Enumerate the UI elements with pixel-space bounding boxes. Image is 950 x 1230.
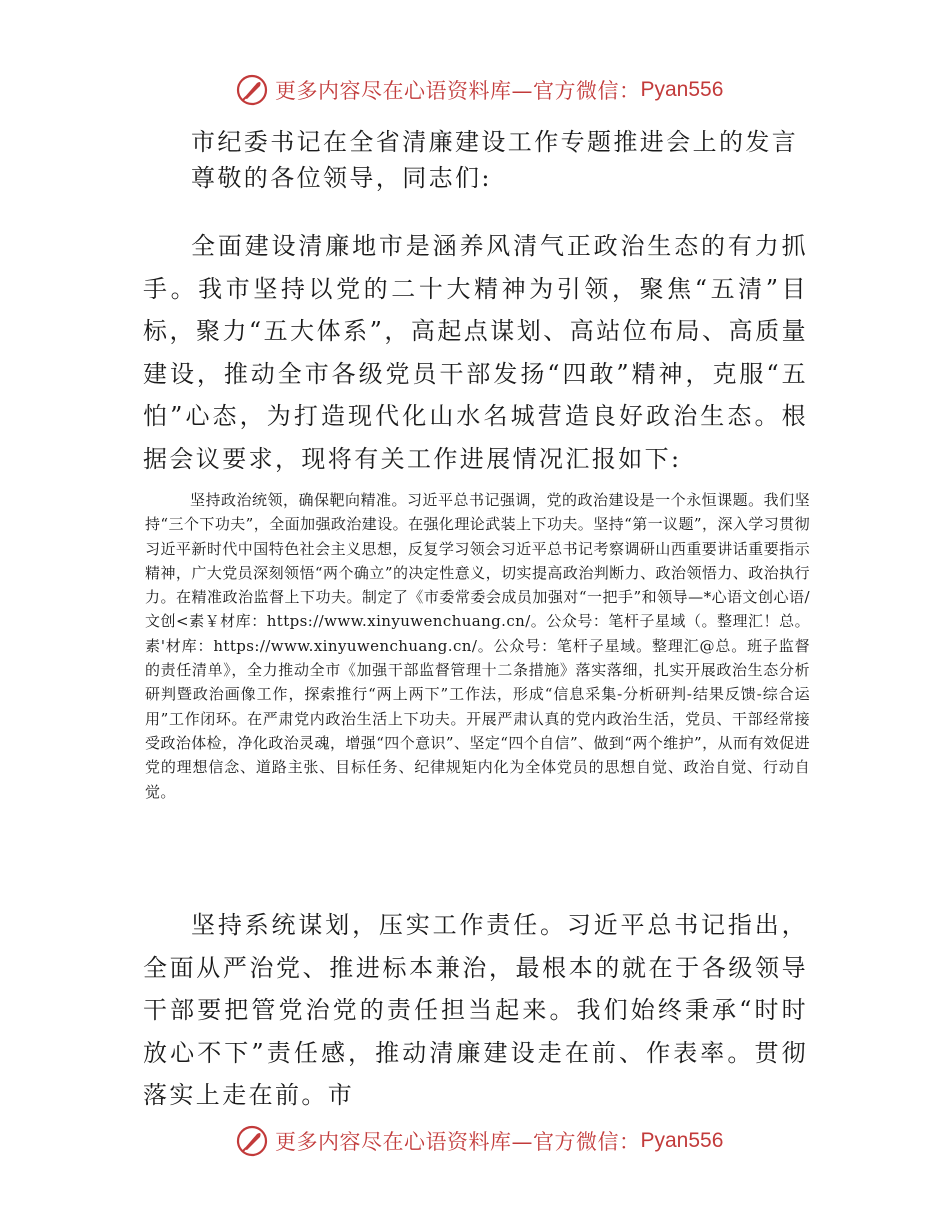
document-title: 市纪委书记在全省清廉建设工作专题推进会上的发言 (191, 128, 799, 156)
paragraph-systematic-planning: 坚持系统谋划，压实工作责任。习近平总书记指出，全面从严治党、推进标本兼治，最根本的就在于各级领导干部要把管党治党的责任担当起来。我们始终秉承“时时放心不下”责任感，推动清廉建设走在前、作表率。贯彻落实上走在前。市 (143, 911, 808, 1109)
greeting: 尊敬的各位领导，同志们: (191, 164, 492, 192)
quill-logo-icon (235, 73, 269, 107)
banner-wechat-id: Pyan556 (640, 78, 724, 101)
paragraph-intro: 全面建设清廉地市是涵养风清气正政治生态的有力抓手。我市坚持以党的二十大精神为引领，聚焦“五清”目标，聚力“五大体系”，高起点谋划、高站位布局、高质量建设，推动全市各级党员干部发扬“四敢”精神，克服“五怕”心态，为打造现代化山水名城营造良好政治生态。根据会议要求，现将有关工作进展情况汇报如下: (143, 232, 808, 473)
banner-text: 更多内容尽在心语资料库—官方微信： (275, 79, 641, 103)
banner-text: 更多内容尽在心语资料库—官方微信： (275, 1130, 641, 1154)
paragraph-political-leadership: 坚持政治统领，确保靶向精准。习近平总书记强调，党的政治建设是一个永恒课题。我们坚持“三个下功夫”，全面加强政治建设。在强化理论武装上下功夫。坚持“第一议题”，深入学习贯彻习近平新时代中国特色社会主义思想，反复学习领会习近平总书记考察调研山西重要讲话重要指示精神，广大党员深刻领悟“两个确立”的决定性意义，切实提高政治判断力、政治领悟力、政治执行力。在精准政治监督上下功夫。制定了《市委常委会成员加强对“一把手”和领导—*心语文创心语/文创<素￥材库：https://www.xinyuwenchuang.cn/。公众号：笔杆子星域（。整理汇！总。素'材库：https://www.xinyuwenchuang.cn/。公众号：笔杆子星域。整理汇@总。班子监督的责任清单》，全力推动全市《加强干部监督管理十二条措施》落实落细，扎实开展政治生态分析研判暨政治画像工作，探索推行“两上两下”工作法，形成“信息采集-分析研判-结果反馈-综合运用”工作闭环。在严肃党内政治生活上下功夫。开展严肃认真的党内政治生活，党员、干部经常接受政治体检，净化政治灵魂，增强“四个意识”、坚定“四个自信”、做到“两个维护”，从而有效促进党的理想信念、道路主张、目标任务、纪律规矩内化为全体党员的思想自觉、政治自觉、行动自觉。 (145, 491, 810, 801)
banner-wechat-id: Pyan556 (640, 1129, 724, 1152)
footer-watermark-banner (235, 1121, 723, 1161)
quill-logo-icon (235, 1124, 269, 1158)
header-watermark-banner (235, 70, 723, 110)
